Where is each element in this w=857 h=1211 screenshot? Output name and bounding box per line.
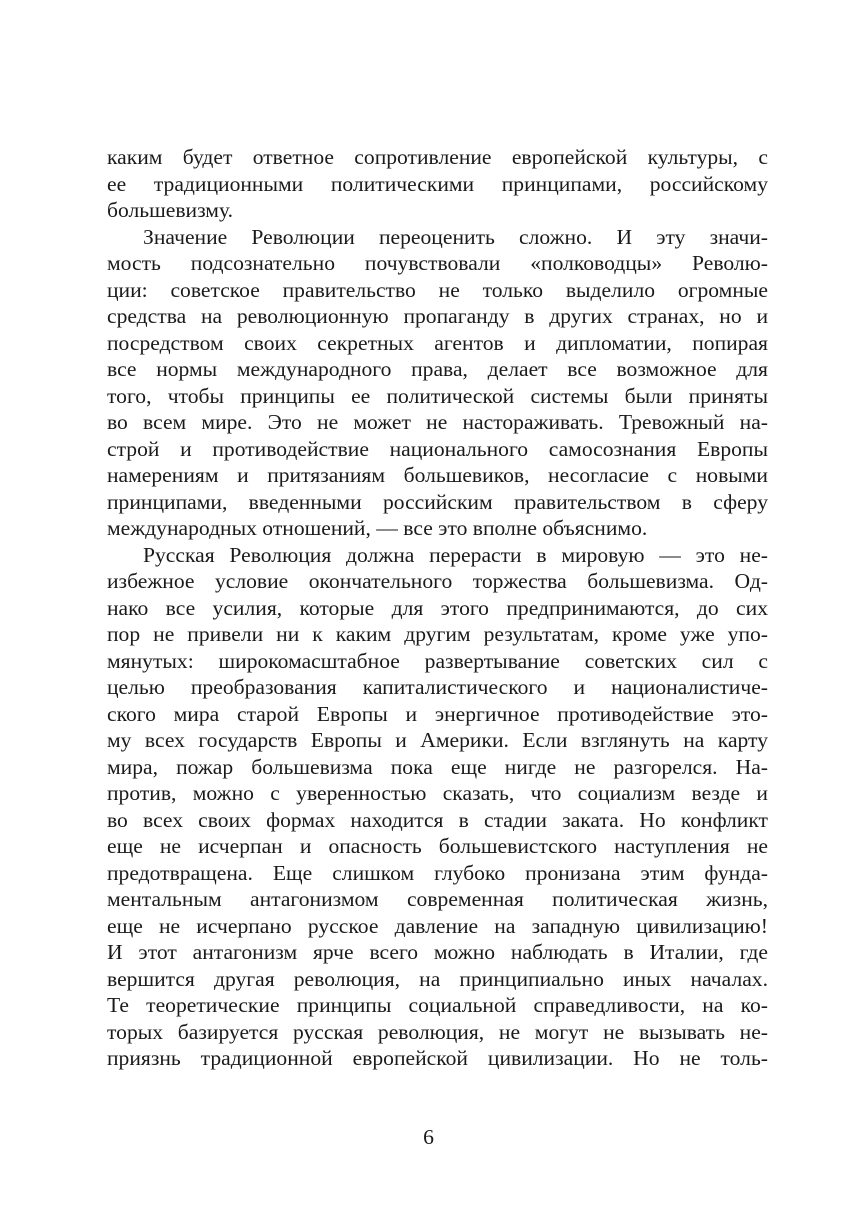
text-line: посредством своих секретных агентов и дипломатии, попирая <box>107 330 768 355</box>
text-line: И этот антагонизм ярче всего можно наблюдать в Италии, где <box>107 940 768 964</box>
text-line: намерениям и притязаниям большевиков, несогласие с новыми <box>107 463 768 487</box>
text-line: ментальным антагонизмом современная политическая жизнь, <box>107 887 768 911</box>
page-number: 6 <box>423 1125 434 1149</box>
text-line: нако все усилия, которые для этого предпринимаются, до сих <box>107 595 768 620</box>
text-line: мость подсознательно почувствовали «полководцы» Револю- <box>107 251 768 275</box>
text-line: Русская Революция должна перерасти в мировую — это не- <box>143 542 768 567</box>
text-line: вершится другая революция, на принципиально иных началах. <box>107 966 768 991</box>
text-line: приязнь традиционной европейской цивилизации. Но не толь- <box>107 1046 768 1070</box>
paragraph-1 <box>107 144 768 224</box>
text-line: избежное условие окончательного торжества большевизма. Од- <box>107 569 768 593</box>
text-line: все нормы международного права, делает все возможное для <box>107 357 768 381</box>
text-line: еще не исчерпан и опасность большевистского наступления не <box>107 834 768 858</box>
text-line: против, можно с уверенностью сказать, что социализм везде и <box>107 781 768 805</box>
text-line: во всех своих формах находится в стадии заката. Но конфликт <box>107 807 768 832</box>
text-line: мира, пожар большевизма пока еще нигде не разгорелся. На- <box>107 754 768 779</box>
text-line: Значение Революции переоценить сложно. И эту значи- <box>143 224 768 249</box>
text-line: того, чтобы принципы ее политической системы были приняты <box>107 383 768 408</box>
text-line: пор не привели ни к каким другим результатам, кроме уже упо- <box>107 622 768 646</box>
text-line: большевизму. <box>107 198 234 222</box>
text-line: му всех государств Европы и Америки. Если взглянуть на карту <box>107 728 768 752</box>
text-line: мянутых: широкомасштабное развертывание советских сил с <box>107 648 768 673</box>
text-line: во всем мире. Это не может не настораживать. Тревожный на- <box>107 410 768 434</box>
paragraph-2 <box>107 224 768 542</box>
paragraph-3 <box>107 542 768 1072</box>
text-line: Те теоретические принципы социальной справедливости, на ко- <box>107 993 768 1017</box>
text-line: целью преобразования капиталистического и националистиче- <box>107 675 768 699</box>
text-line: предотвращена. Еще слишком глубоко пронизана этим фунда- <box>107 860 768 885</box>
body-text <box>107 144 768 1072</box>
text-line: ее традиционными политическими принципами, российскому <box>107 171 768 196</box>
text-line: средства на революционную пропаганду в других странах, но и <box>107 304 768 328</box>
text-line: международных отношений, — все это вполне объяснимо. <box>107 516 648 540</box>
text-line: строй и противодействие национального самосознания Европы <box>107 436 768 461</box>
text-line: ции: советское правительство не только выделило огромные <box>107 277 768 302</box>
text-line: каким будет ответное сопротивление европейской культуры, с <box>107 145 768 169</box>
text-line: принципами, введенными российским правительством в сферу <box>107 489 768 514</box>
text-line: торых базируется русская революция, не могут не вызывать не- <box>107 1019 768 1044</box>
text-line: еще не исчерпано русское давление на западную цивилизацию! <box>107 913 768 938</box>
text-line: ского мира старой Европы и энергичное противодействие это- <box>107 701 768 726</box>
